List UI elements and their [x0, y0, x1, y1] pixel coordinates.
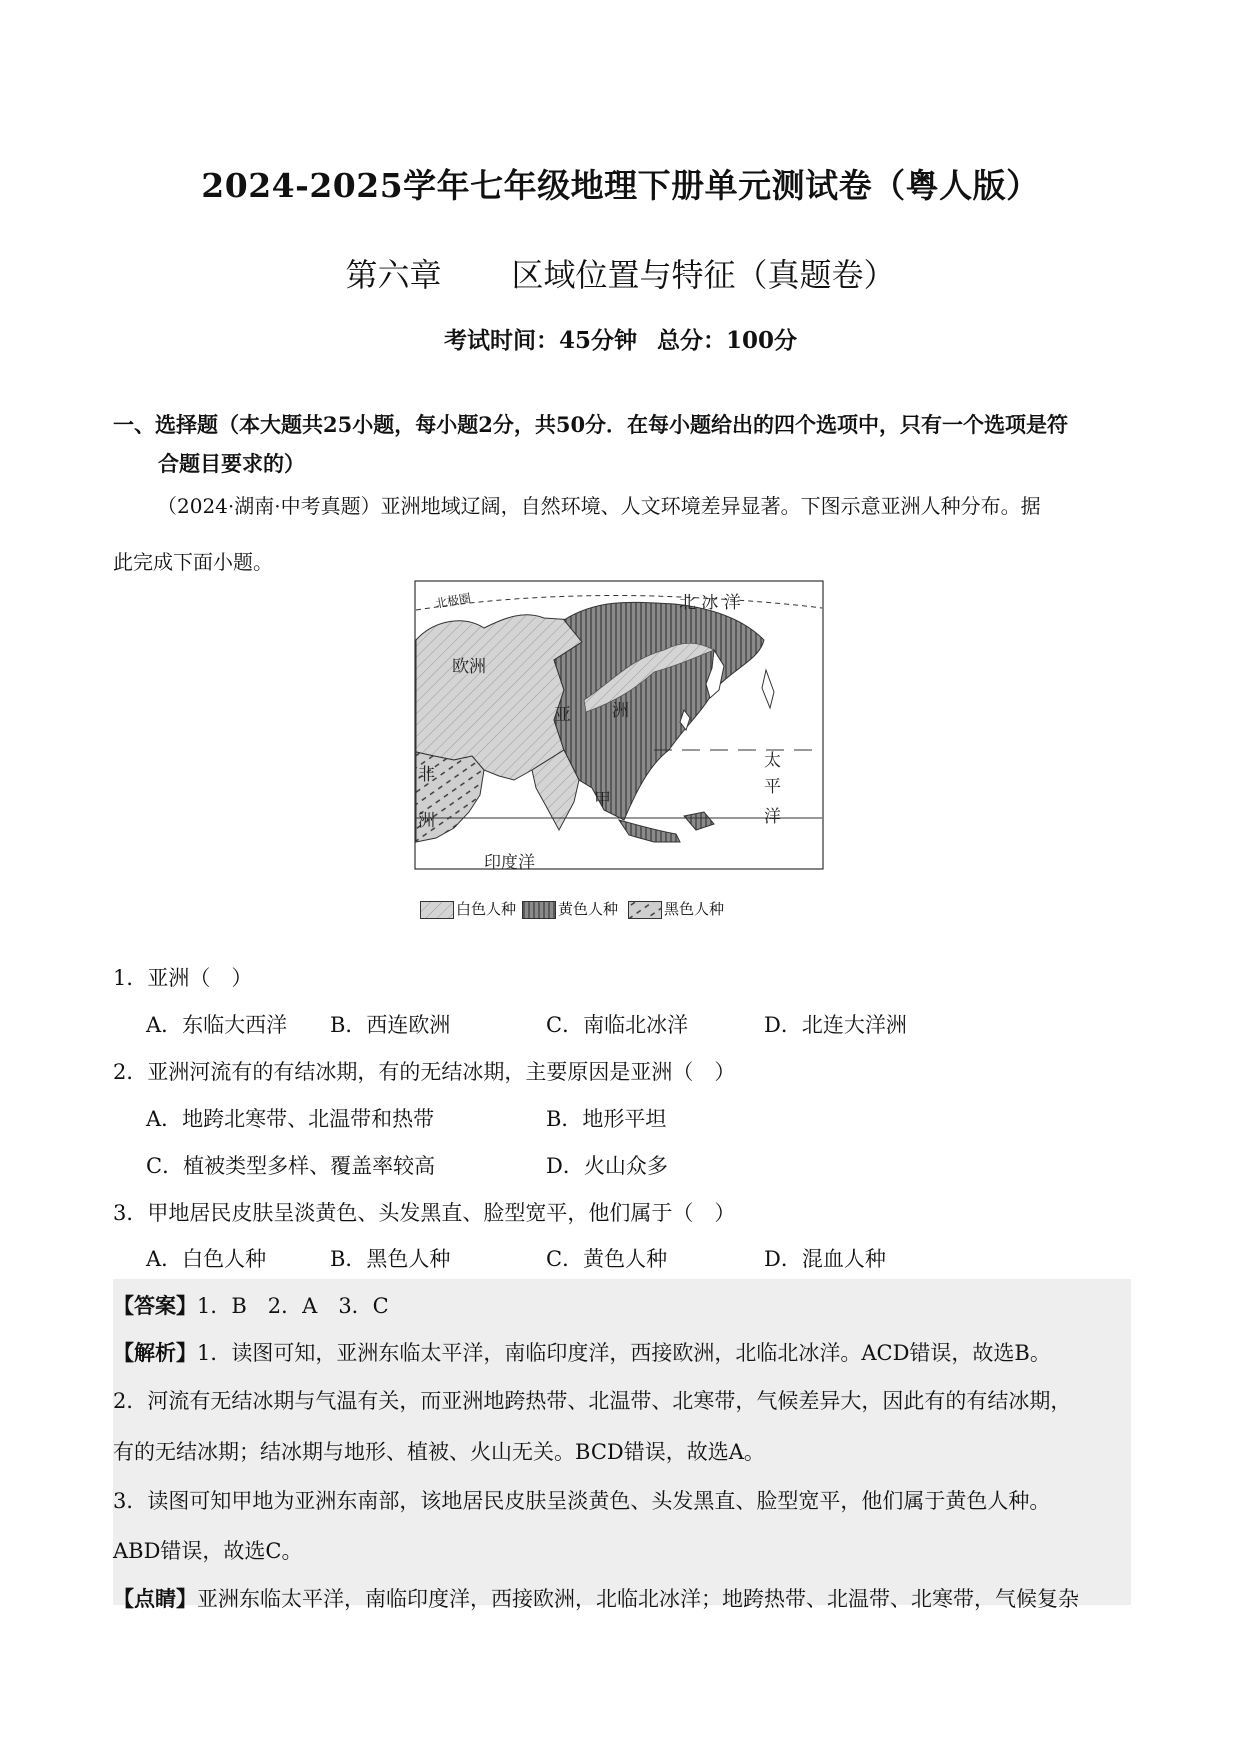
question-1-option-a: A．东临大西洋	[146, 1013, 288, 1037]
analysis-line-3b: ABD错误，故选C。	[113, 1539, 303, 1563]
question-1-stem: 1．亚洲（ ）	[113, 966, 253, 990]
question-3-option-a: A．白色人种	[146, 1247, 267, 1271]
arctic-ocean-label: 北 冰 洋	[679, 593, 741, 613]
question-3-option-c: C．黄色人种	[546, 1247, 668, 1271]
analysis-line-1: 【解析】1．读图可知，亚洲东临太平洋，南临印度洋，西接欧洲，北临北冰洋。ACD错误，故选B。	[113, 1340, 1051, 1365]
chapter-heading	[0, 250, 1241, 296]
pacific-label-1: 太	[764, 751, 781, 771]
question-2-option-d: D．火山众多	[546, 1154, 668, 1178]
arctic-circle-label: 北极圈	[434, 590, 472, 611]
europe-label: 欧洲	[452, 657, 486, 677]
pacific-label-2: 平	[764, 777, 781, 797]
analysis-line-2a: 2．河流有无结冰期与气温有关，而亚洲地跨热带、北温带、北寒带，气候差异大，因此有的有结冰期，	[113, 1389, 1072, 1413]
tip-line: 【点睛】亚洲东临太平洋，南临印度洋，西接欧洲，北临北冰洋；地跨热带、北温带、北寒带，气候复杂	[113, 1586, 1079, 1611]
map-graphic	[414, 580, 824, 870]
total-score: 总分：100分	[657, 327, 798, 354]
yellow-race-swatch	[522, 901, 556, 919]
question-3-option-b: B．黑色人种	[330, 1247, 451, 1271]
analysis-line-2b: 有的无结冰期；结冰期与地形、植被、火山无关。BCD错误，故选A。	[113, 1440, 765, 1464]
question-2-option-c: C．植被类型多样、覆盖率较高	[146, 1154, 436, 1178]
question-2-option-a: A．地跨北寒带、北温带和热带	[146, 1107, 435, 1131]
asia-label-1: 亚	[554, 705, 571, 725]
africa-label-2: 洲	[418, 811, 435, 831]
map-legend	[420, 898, 840, 922]
africa-label-1: 非	[418, 765, 435, 785]
asia-label-2: 洲	[612, 701, 629, 721]
legend-yellow: 黄色人种	[522, 898, 618, 920]
chapter-title: 区域位置与特征（真题卷）	[511, 256, 896, 294]
question-3-option-d: D．混血人种	[764, 1247, 886, 1271]
intro-line2: 此完成下面小题。	[113, 550, 273, 574]
black-race-swatch	[628, 901, 662, 919]
white-race-swatch	[420, 901, 454, 919]
question-1-option-b: B．西连欧洲	[330, 1013, 451, 1037]
section-heading-line1: 一、选择题（本大题共25小题，每小题2分，共50分．在每小题给出的四个选项中，只有一个选项是符	[113, 412, 1069, 437]
question-intro	[113, 478, 1133, 590]
question-1-option-c: C．南临北冰洋	[546, 1013, 689, 1037]
legend-white: 白色人种	[420, 898, 516, 920]
jia-label: 甲	[594, 790, 611, 810]
question-3-stem: 3．甲地居民皮肤呈淡黄色、头发黑直、脸型宽平，他们属于（ ）	[113, 1201, 736, 1225]
question-2-stem: 2．亚洲河流有的有结冰期，有的无结冰期，主要原因是亚洲（ ）	[113, 1060, 736, 1084]
page-title: 2024-2025学年七年级地理下册单元测试卷（粤人版）	[201, 166, 1040, 205]
pacific-label-3: 洋	[764, 807, 781, 827]
legend-black: 黑色人种	[628, 898, 724, 920]
asia-race-map	[414, 580, 824, 870]
exam-time: 考试时间：45分钟	[443, 327, 637, 354]
question-1-option-d: D．北连大洋洲	[764, 1013, 907, 1037]
exam-info	[0, 322, 1241, 355]
indian-ocean-label: 印度洋	[484, 853, 535, 870]
section-heading	[113, 405, 1133, 483]
intro-line1: （2024·湖南·中考真题）亚洲地域辽阔，自然环境、人文环境差异显著。下图示意亚洲人种分布。据	[157, 494, 1041, 518]
analysis-line-3a: 3．读图可知甲地为亚洲东南部，该地居民皮肤呈淡黄色、头发黑直、脸型宽平，他们属于黄色人种。	[113, 1489, 1051, 1513]
section-heading-line2: 合题目要求的）	[158, 451, 305, 476]
answer-text: 1．B 2．A 3．C	[197, 1294, 389, 1318]
answer-line: 【答案】1．B 2．A 3．C	[113, 1293, 389, 1318]
question-2-option-b: B．地形平坦	[546, 1107, 667, 1131]
chapter-number: 第六章	[345, 256, 442, 294]
